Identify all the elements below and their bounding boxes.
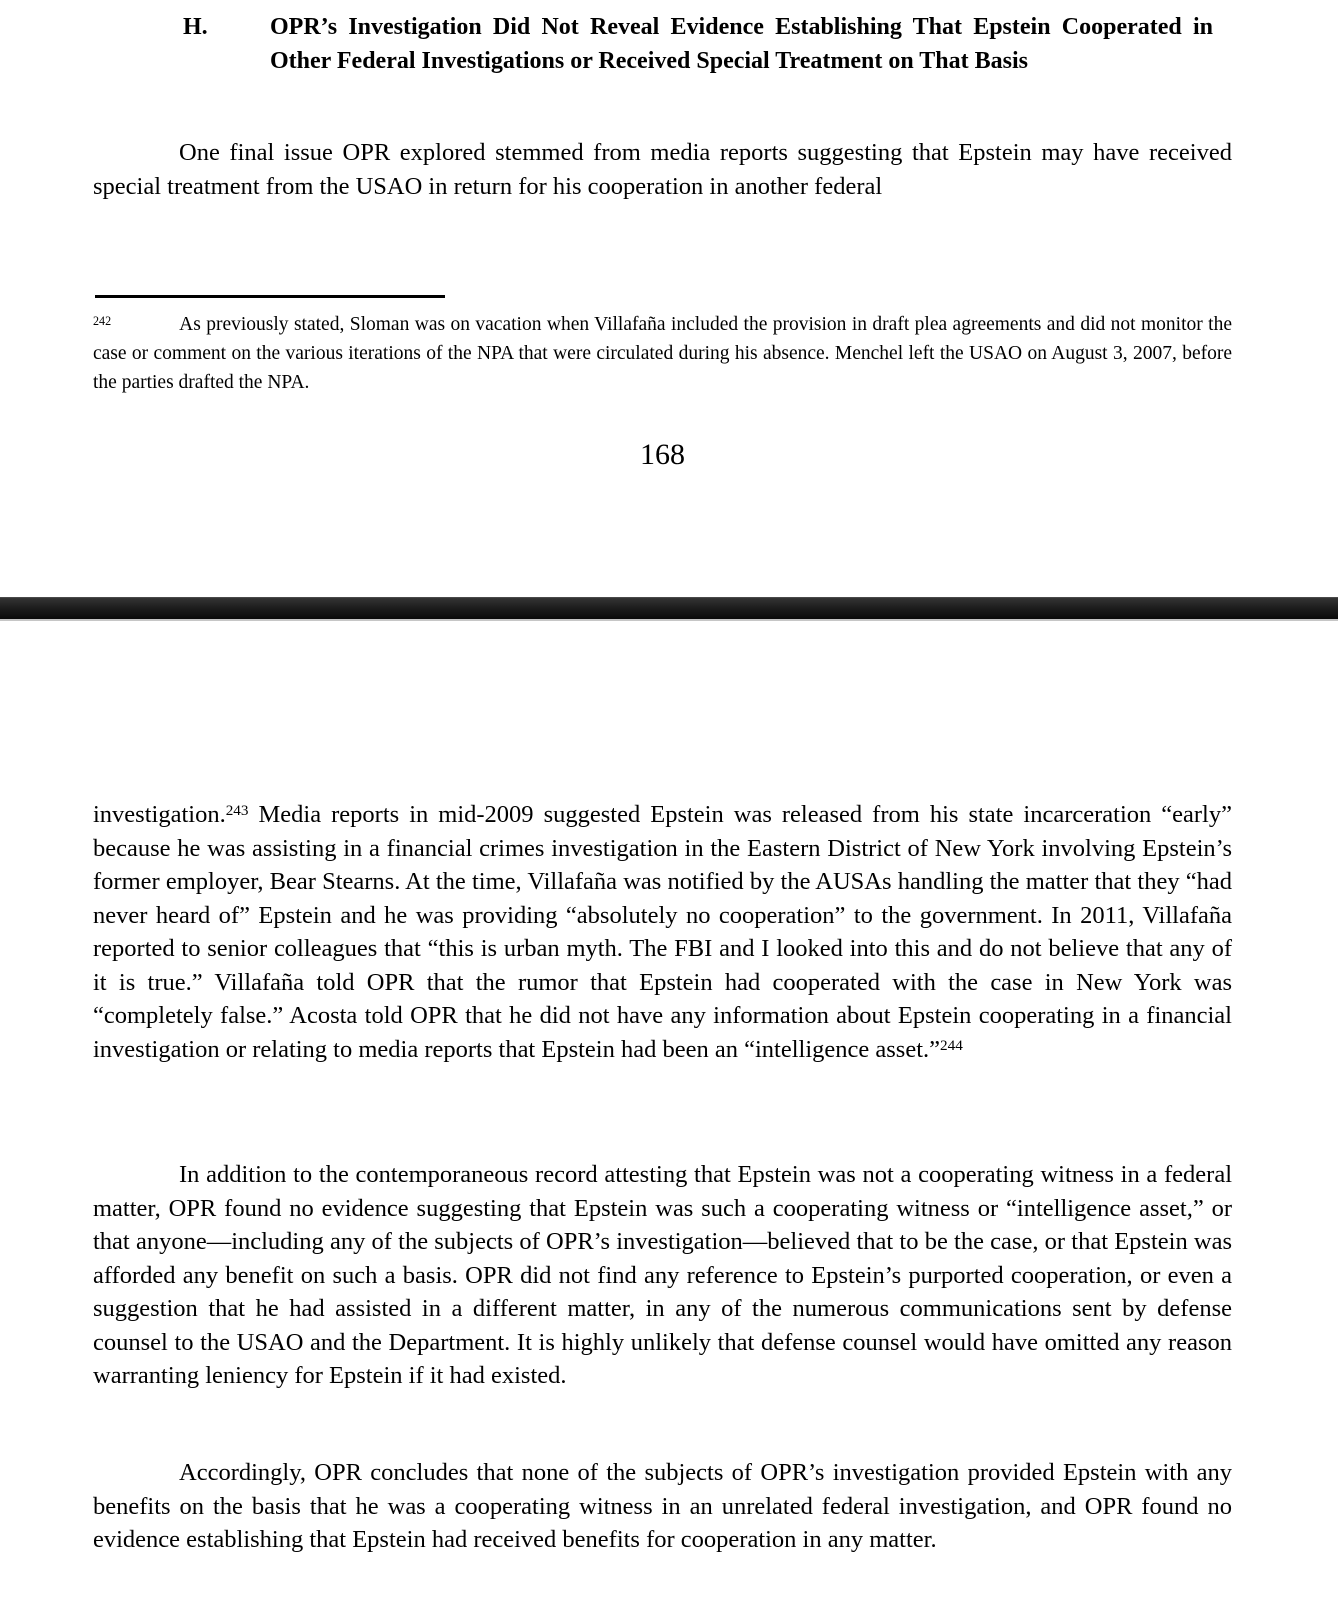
document-page-169: [0, 621, 1338, 1600]
footnote-reference: 243: [225, 802, 249, 820]
body-paragraph: One final issue OPR explored stemmed from media reports suggesting that Epstein may have received special treatment from the USAO in return for his cooperation in another federal: [93, 139, 1232, 200]
page-number: 168: [640, 438, 685, 471]
section-heading-text: OPR’s Investigation Did Not Reveal Evidence Establishing That Epstein Cooperated in Other Federal Investigations or Received Special Treatment on That Basis: [270, 14, 1213, 74]
footnote-reference: 244: [940, 1036, 963, 1054]
footnote-divider-rule: [95, 295, 445, 298]
body-paragraph: investigation.$^{243}$ Media reports in mid-2009 suggested Epstein was released from his state incarceration “early” because he was assisting in a financial crimes investigation in the Eastern District of New York involving Epstein’s former employer, Bear Stearns. At the time, Villafaña was notified by the AUSAs handling the matter that they “had never heard of” Epstein and he was providing “absolutely no cooperation” to the government. In 2011, Villafaña reported to senior colleagues that “this is urban myth. The FBI and I looked into this and do not believe that any of it is true.” Villafaña told OPR that the rumor that Epstein had cooperated with the case in New York was “completely false.” Acosta told OPR that he did not have any information about Epstein cooperating in a financial investigation or relating to media reports that Epstein had been an “intelligence asset.”$^{244}$: [93, 801, 1232, 1063]
page-separator-bar: [0, 597, 1338, 621]
document-page-168: [0, 0, 1338, 597]
body-paragraph: In addition to the contemporaneous record attesting that Epstein was not a cooperating witness in a federal matter, OPR found no evidence suggesting that Epstein was such a cooperating witness or “intelligence asset,” or that anyone—including any of the subjects of OPR’s investigation—believed that to be the case, or that Epstein was afforded any benefit on such a basis. OPR did not find any reference to Epstein’s purported cooperation, or even a suggestion that he had assisted in a different matter, in any of the numerous communications sent by defense counsel to the USAO and the Department. It is highly unlikely that defense counsel would have omitted any reason warranting leniency for Epstein if it had existed.: [93, 1161, 1232, 1389]
section-heading: [183, 10, 1213, 78]
footnote-242: $^{242}$ As previously stated, Sloman was on vacation when Villafaña included the provision in draft plea agreements and did not monitor the case or comment on the various iterations of the NPA that were circulated during his absence. Menchel left the USAO on August 3, 2007, before the parties drafted the NPA.: [93, 313, 1232, 393]
body-paragraph: Accordingly, OPR concludes that none of the subjects of OPR’s investigation provided Epstein with any benefits on the basis that he was a cooperating witness in an unrelated federal investigation, and OPR found no evidence establishing that Epstein had received benefits for cooperation in any matter.: [93, 1459, 1232, 1553]
footnote-reference: 242: [93, 313, 112, 328]
section-heading-number: H.: [183, 14, 208, 40]
